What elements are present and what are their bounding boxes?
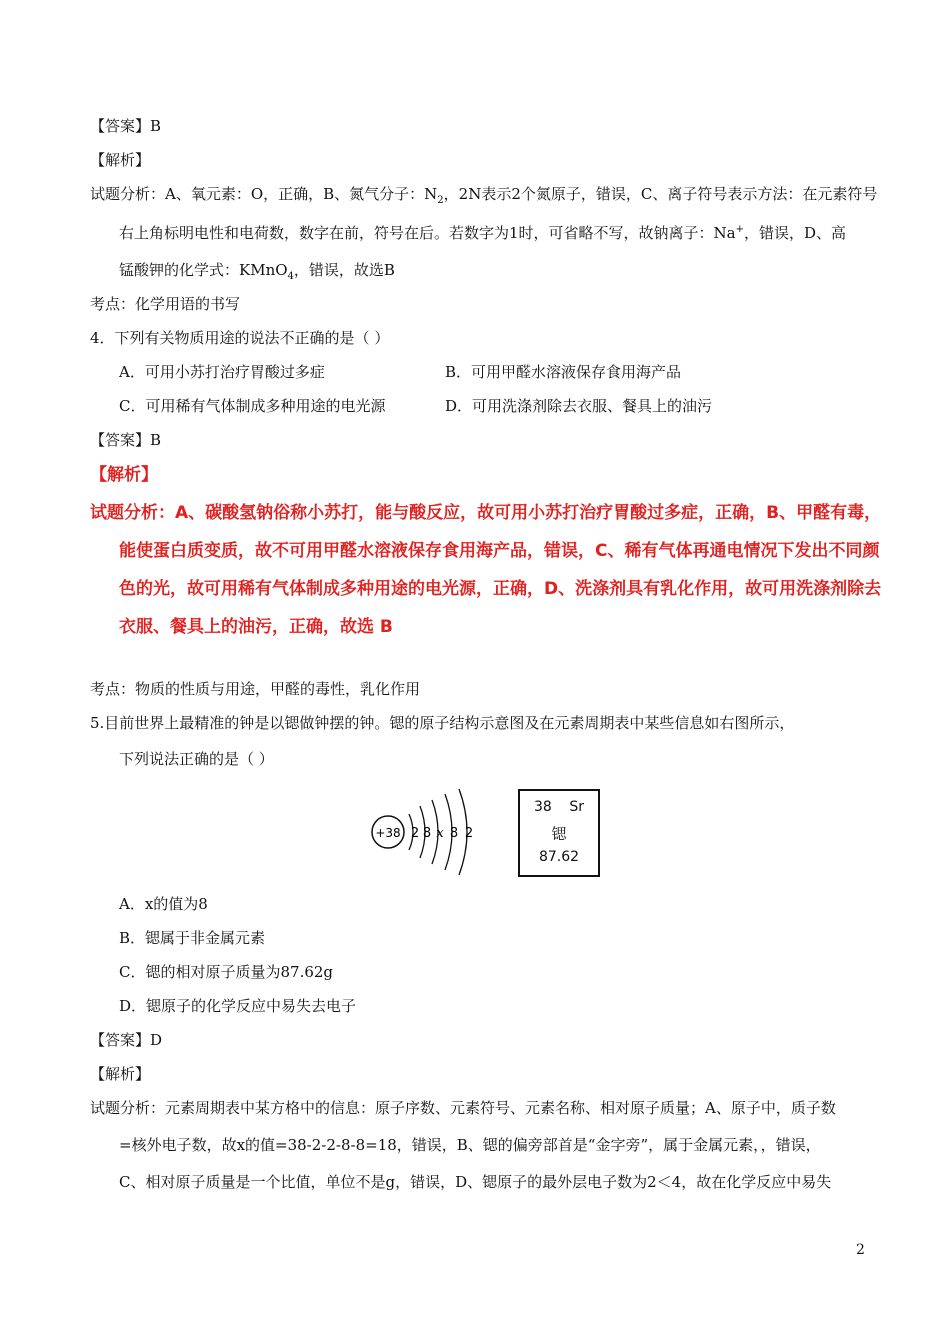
shell-electrons-3: x — [436, 826, 444, 841]
q5-analysis-line-2: =核外电子数，故x的值=38-2-2-8-8=18，错误，B、锶的偏旁部首是“金字旁”，属于金属元素，，错误， — [119, 1136, 821, 1154]
atomic-number: 38 — [534, 799, 552, 815]
q4-stem: 4．下列有关物质用途的说法不正确的是（ ） — [90, 329, 390, 347]
q5-option-a: A．x的值为8 — [119, 895, 208, 913]
q5-answer: 【答案】D — [90, 1031, 163, 1049]
q5-analysis-line-3: C、相对原子质量是一个比值，单位不是g，错误，D、锶原子的最外层电子数为2＜4，故在化学反应中易失 — [119, 1173, 832, 1191]
q4-analysis-line-4: 衣服、餐具上的油污，正确，故选 B — [119, 617, 393, 637]
nucleus-charge: +38 — [375, 826, 401, 840]
q4-analysis-line-2: 能使蛋白质变质，故不可用甲醛水溶液保存食用海产品，错误，C、稀有气体再通电情况下发出不同颜 — [119, 541, 880, 561]
q3-analysis-heading: 【解析】 — [90, 151, 151, 169]
q5-option-b: B．锶属于非金属元素 — [119, 929, 266, 947]
shell-electrons-1: 2 — [410, 826, 420, 841]
q3-analysis-line-3: 锰酸钾的化学式：KMnO$_4$，错误，故选B — [119, 261, 395, 282]
q4-analysis-line-3: 色的光，故可用稀有气体制成多种用途的电光源，正确，D、洗涤剂具有乳化作用，故可用洗涤剂除去 — [119, 579, 882, 599]
q4-option-b: B．可用甲醛水溶液保存食用海产品 — [445, 363, 682, 381]
q4-analysis-line-1: 试题分析：A、碳酸氢钠俗称小苏打，能与酸反应，故可用小苏打治疗胃酸过多症，正确，B、甲醛有毒， — [90, 503, 882, 523]
atomic-mass: 87.62 — [538, 849, 580, 865]
periodic-table-cell — [518, 789, 600, 877]
q3-analysis-line-2: 右上角标明电性和电荷数，数字在前，符号在后。若数字为1时，可省略不写，故钠离子：Na+，错误，D、高 — [119, 224, 847, 242]
q5-option-d: D．锶原子的化学反应中易失去电子 — [119, 997, 357, 1015]
shell-electrons-5: 2 — [464, 826, 474, 841]
q5-analysis-heading: 【解析】 — [90, 1065, 151, 1083]
q4-answer: 【答案】B — [90, 431, 162, 449]
q5-option-c: C．锶的相对原子质量为87.62g — [119, 963, 334, 981]
q4-knowledge-point: 考点：物质的性质与用途，甲醛的毒性，乳化作用 — [90, 680, 421, 698]
q5-stem-line-2: 下列说法正确的是（ ） — [119, 750, 274, 768]
q4-option-c: C．可用稀有气体制成多种用途的电光源 — [119, 397, 386, 415]
q5-stem-line-1: 5.目前世界上最精准的钟是以锶做钟摆的钟。锶的原子结构示意图及在元素周期表中某些信息如右图所示， — [90, 714, 795, 732]
q3-analysis-line-1: 试题分析：A、氧元素：O，正确，B、氮气分子：$N_2$，2N表示2个氮原子，错误，C、离子符号表示方法：在元素符号 — [90, 185, 878, 206]
shell-electrons-2: 8 — [422, 826, 432, 841]
q5-analysis-line-1: 试题分析：元素周期表中某方格中的信息：原子序数、元素符号、元素名称、相对原子质量；A、原子中，质子数 — [90, 1099, 836, 1117]
page-number: 2 — [856, 1242, 865, 1258]
element-name: 锶 — [551, 825, 567, 843]
q3-knowledge-point: 考点：化学用语的书写 — [90, 295, 241, 313]
q4-option-d: D．可用洗涤剂除去衣服、餐具上的油污 — [445, 397, 713, 415]
q4-analysis-heading: 【解析】 — [90, 465, 158, 485]
atomic-structure-diagram — [365, 780, 495, 880]
q4-option-a: A．可用小苏打治疗胃酸过多症 — [119, 363, 325, 381]
element-symbol: Sr — [569, 799, 584, 815]
shell-electrons-4: 8 — [449, 826, 459, 841]
q3-answer: 【答案】B — [90, 117, 162, 135]
